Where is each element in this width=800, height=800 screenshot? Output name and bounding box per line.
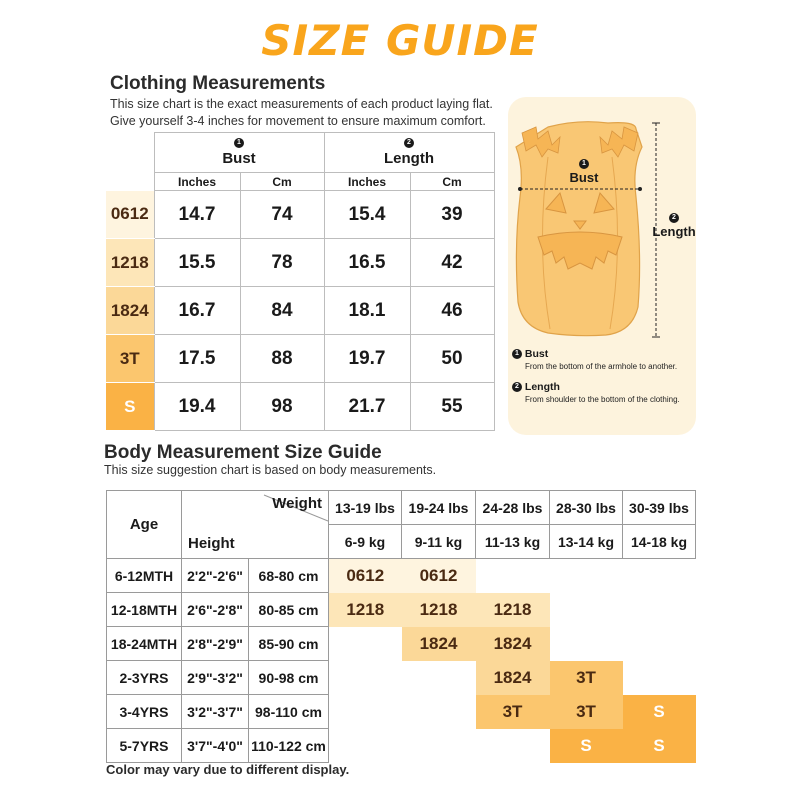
size-cell: 1218 (476, 593, 550, 627)
height-cm-cell: 110-122 cm (249, 729, 329, 763)
length-group-label: Length (384, 150, 434, 167)
age-cell: 2-3YRS (107, 661, 182, 695)
empty-cell (550, 627, 623, 661)
size-cell: S (623, 729, 696, 763)
bust-group-label: Bust (222, 150, 256, 167)
length-note-label: Length (524, 381, 560, 393)
size-cell: 3T (476, 695, 550, 729)
empty-cell (402, 695, 476, 729)
table-cell: 39 (410, 191, 494, 239)
size-cell: 1824 (476, 661, 550, 695)
bust-diagram-label (564, 159, 604, 185)
table-row (106, 287, 494, 335)
weight-header: Weight (272, 495, 322, 512)
age-cell: 6-12MTH (107, 559, 182, 593)
weight-kg-header: 13-14 kg (550, 525, 623, 559)
height-cm-cell: 85-90 cm (249, 627, 329, 661)
footer-note: Color may vary due to different display. (106, 762, 350, 777)
table-cell: 16.5 (324, 239, 410, 287)
table-cell: 21.7 (324, 383, 410, 431)
empty-cell (476, 559, 550, 593)
table-cell: 88 (240, 335, 324, 383)
weight-kg-header: 6-9 kg (329, 525, 402, 559)
height-in-cell: 3'7"-4'0" (182, 729, 249, 763)
size-cell: 1824 (402, 627, 476, 661)
table-cell: 19.7 (324, 335, 410, 383)
table-corner (106, 133, 154, 191)
table-row (107, 729, 696, 763)
table-row (106, 335, 494, 383)
clothing-desc-line2: Give yourself 3-4 inches for movement to ensure maximum comfort. (110, 114, 486, 128)
empty-cell (329, 729, 402, 763)
table-row (106, 191, 494, 239)
empty-cell (550, 559, 623, 593)
bust-note-text: From the bottom of the armhole to another. (525, 362, 678, 371)
bust-end-point (638, 187, 642, 191)
length-note-title (512, 381, 560, 393)
size-cell: 3T (550, 695, 623, 729)
table-cell: 55 (410, 383, 494, 431)
empty-cell (550, 593, 623, 627)
bust-number-icon: 1 (234, 138, 244, 148)
height-cm-cell: 68-80 cm (249, 559, 329, 593)
table-row (106, 383, 494, 431)
unit-header: Cm (240, 173, 324, 191)
bust-number-icon: 1 (512, 349, 522, 359)
bust-group-header (154, 133, 324, 173)
empty-cell (402, 661, 476, 695)
table-cell: 18.1 (324, 287, 410, 335)
table-cell: 74 (240, 191, 324, 239)
table-row (107, 695, 696, 729)
table-row (107, 661, 696, 695)
table-cell: 15.4 (324, 191, 410, 239)
table-cell: 16.7 (154, 287, 240, 335)
clothing-desc-line1: This size chart is the exact measurements of each product laying flat. (110, 97, 493, 111)
size-cell: 0612 (402, 559, 476, 593)
weight-lbs-header: 28-30 lbs (550, 491, 623, 525)
clothing-heading: Clothing Measurements (110, 73, 326, 94)
weight-kg-header: 14-18 kg (623, 525, 696, 559)
size-cell: S (623, 695, 696, 729)
garment-diagram (508, 97, 696, 435)
unit-header: Cm (410, 173, 494, 191)
height-in-cell: 2'2"-2'6" (182, 559, 249, 593)
height-in-cell: 2'6"-2'8" (182, 593, 249, 627)
size-cell: 3T (550, 661, 623, 695)
weight-height-header (182, 491, 329, 559)
garment-body-shape (516, 122, 642, 336)
size-label: 0612 (106, 191, 154, 239)
clothing-measurements-table (106, 132, 495, 431)
height-cm-cell: 98-110 cm (249, 695, 329, 729)
table-cell: 78 (240, 239, 324, 287)
size-label: 1218 (106, 239, 154, 287)
table-row (107, 627, 696, 661)
length-group-header (324, 133, 494, 173)
table-row (106, 239, 494, 287)
table-cell: 84 (240, 287, 324, 335)
size-cell: 1218 (402, 593, 476, 627)
height-in-cell: 2'8"-2'9" (182, 627, 249, 661)
age-cell: 3-4YRS (107, 695, 182, 729)
size-cell: 1824 (476, 627, 550, 661)
length-note-text: From shoulder to the bottom of the clothing. (525, 395, 680, 404)
body-size-guide-table (106, 490, 696, 763)
height-cm-cell: 80-85 cm (249, 593, 329, 627)
table-cell: 42 (410, 239, 494, 287)
weight-kg-header: 9-11 kg (402, 525, 476, 559)
height-header: Height (188, 535, 235, 552)
length-diagram-text: Length (652, 224, 696, 239)
table-row (107, 593, 696, 627)
empty-cell (329, 661, 402, 695)
height-in-cell: 2'9"-3'2" (182, 661, 249, 695)
age-cell: 18-24MTH (107, 627, 182, 661)
table-row (107, 559, 696, 593)
length-number-icon: 2 (669, 213, 679, 223)
unit-header: Inches (324, 173, 410, 191)
empty-cell (476, 729, 550, 763)
table-cell: 17.5 (154, 335, 240, 383)
length-number-icon: 2 (404, 138, 414, 148)
height-cm-cell: 90-98 cm (249, 661, 329, 695)
weight-lbs-header: 24-28 lbs (476, 491, 550, 525)
empty-cell (623, 559, 696, 593)
age-cell: 5-7YRS (107, 729, 182, 763)
size-cell: 0612 (329, 559, 402, 593)
size-cell: S (550, 729, 623, 763)
table-cell: 46 (410, 287, 494, 335)
bust-diagram-text: Bust (569, 170, 599, 185)
bust-number-icon: 1 (579, 159, 589, 169)
bust-end-point (518, 187, 522, 191)
bust-note-label: Bust (524, 348, 549, 360)
page-title: SIZE GUIDE (261, 16, 539, 65)
table-cell: 15.5 (154, 239, 240, 287)
weight-lbs-header: 19-24 lbs (402, 491, 476, 525)
empty-cell (329, 695, 402, 729)
unit-header: Inches (154, 173, 240, 191)
body-heading: Body Measurement Size Guide (104, 442, 382, 463)
table-cell: 14.7 (154, 191, 240, 239)
table-cell: 50 (410, 335, 494, 383)
table-cell: 98 (240, 383, 324, 431)
weight-lbs-header: 30-39 lbs (623, 491, 696, 525)
length-number-icon: 2 (512, 382, 522, 392)
size-label: 1824 (106, 287, 154, 335)
empty-cell (623, 627, 696, 661)
size-label: 3T (106, 335, 154, 383)
weight-kg-header: 11-13 kg (476, 525, 550, 559)
empty-cell (402, 729, 476, 763)
weight-lbs-header: 13-19 lbs (329, 491, 402, 525)
empty-cell (623, 593, 696, 627)
size-cell: 1218 (329, 593, 402, 627)
age-cell: 12-18MTH (107, 593, 182, 627)
body-desc: This size suggestion chart is based on body measurements. (104, 463, 437, 477)
bust-note-title (512, 348, 548, 360)
empty-cell (329, 627, 402, 661)
age-header: Age (107, 491, 182, 559)
empty-cell (623, 661, 696, 695)
length-diagram-label (648, 213, 700, 239)
size-label: S (106, 383, 154, 431)
table-cell: 19.4 (154, 383, 240, 431)
height-in-cell: 3'2"-3'7" (182, 695, 249, 729)
